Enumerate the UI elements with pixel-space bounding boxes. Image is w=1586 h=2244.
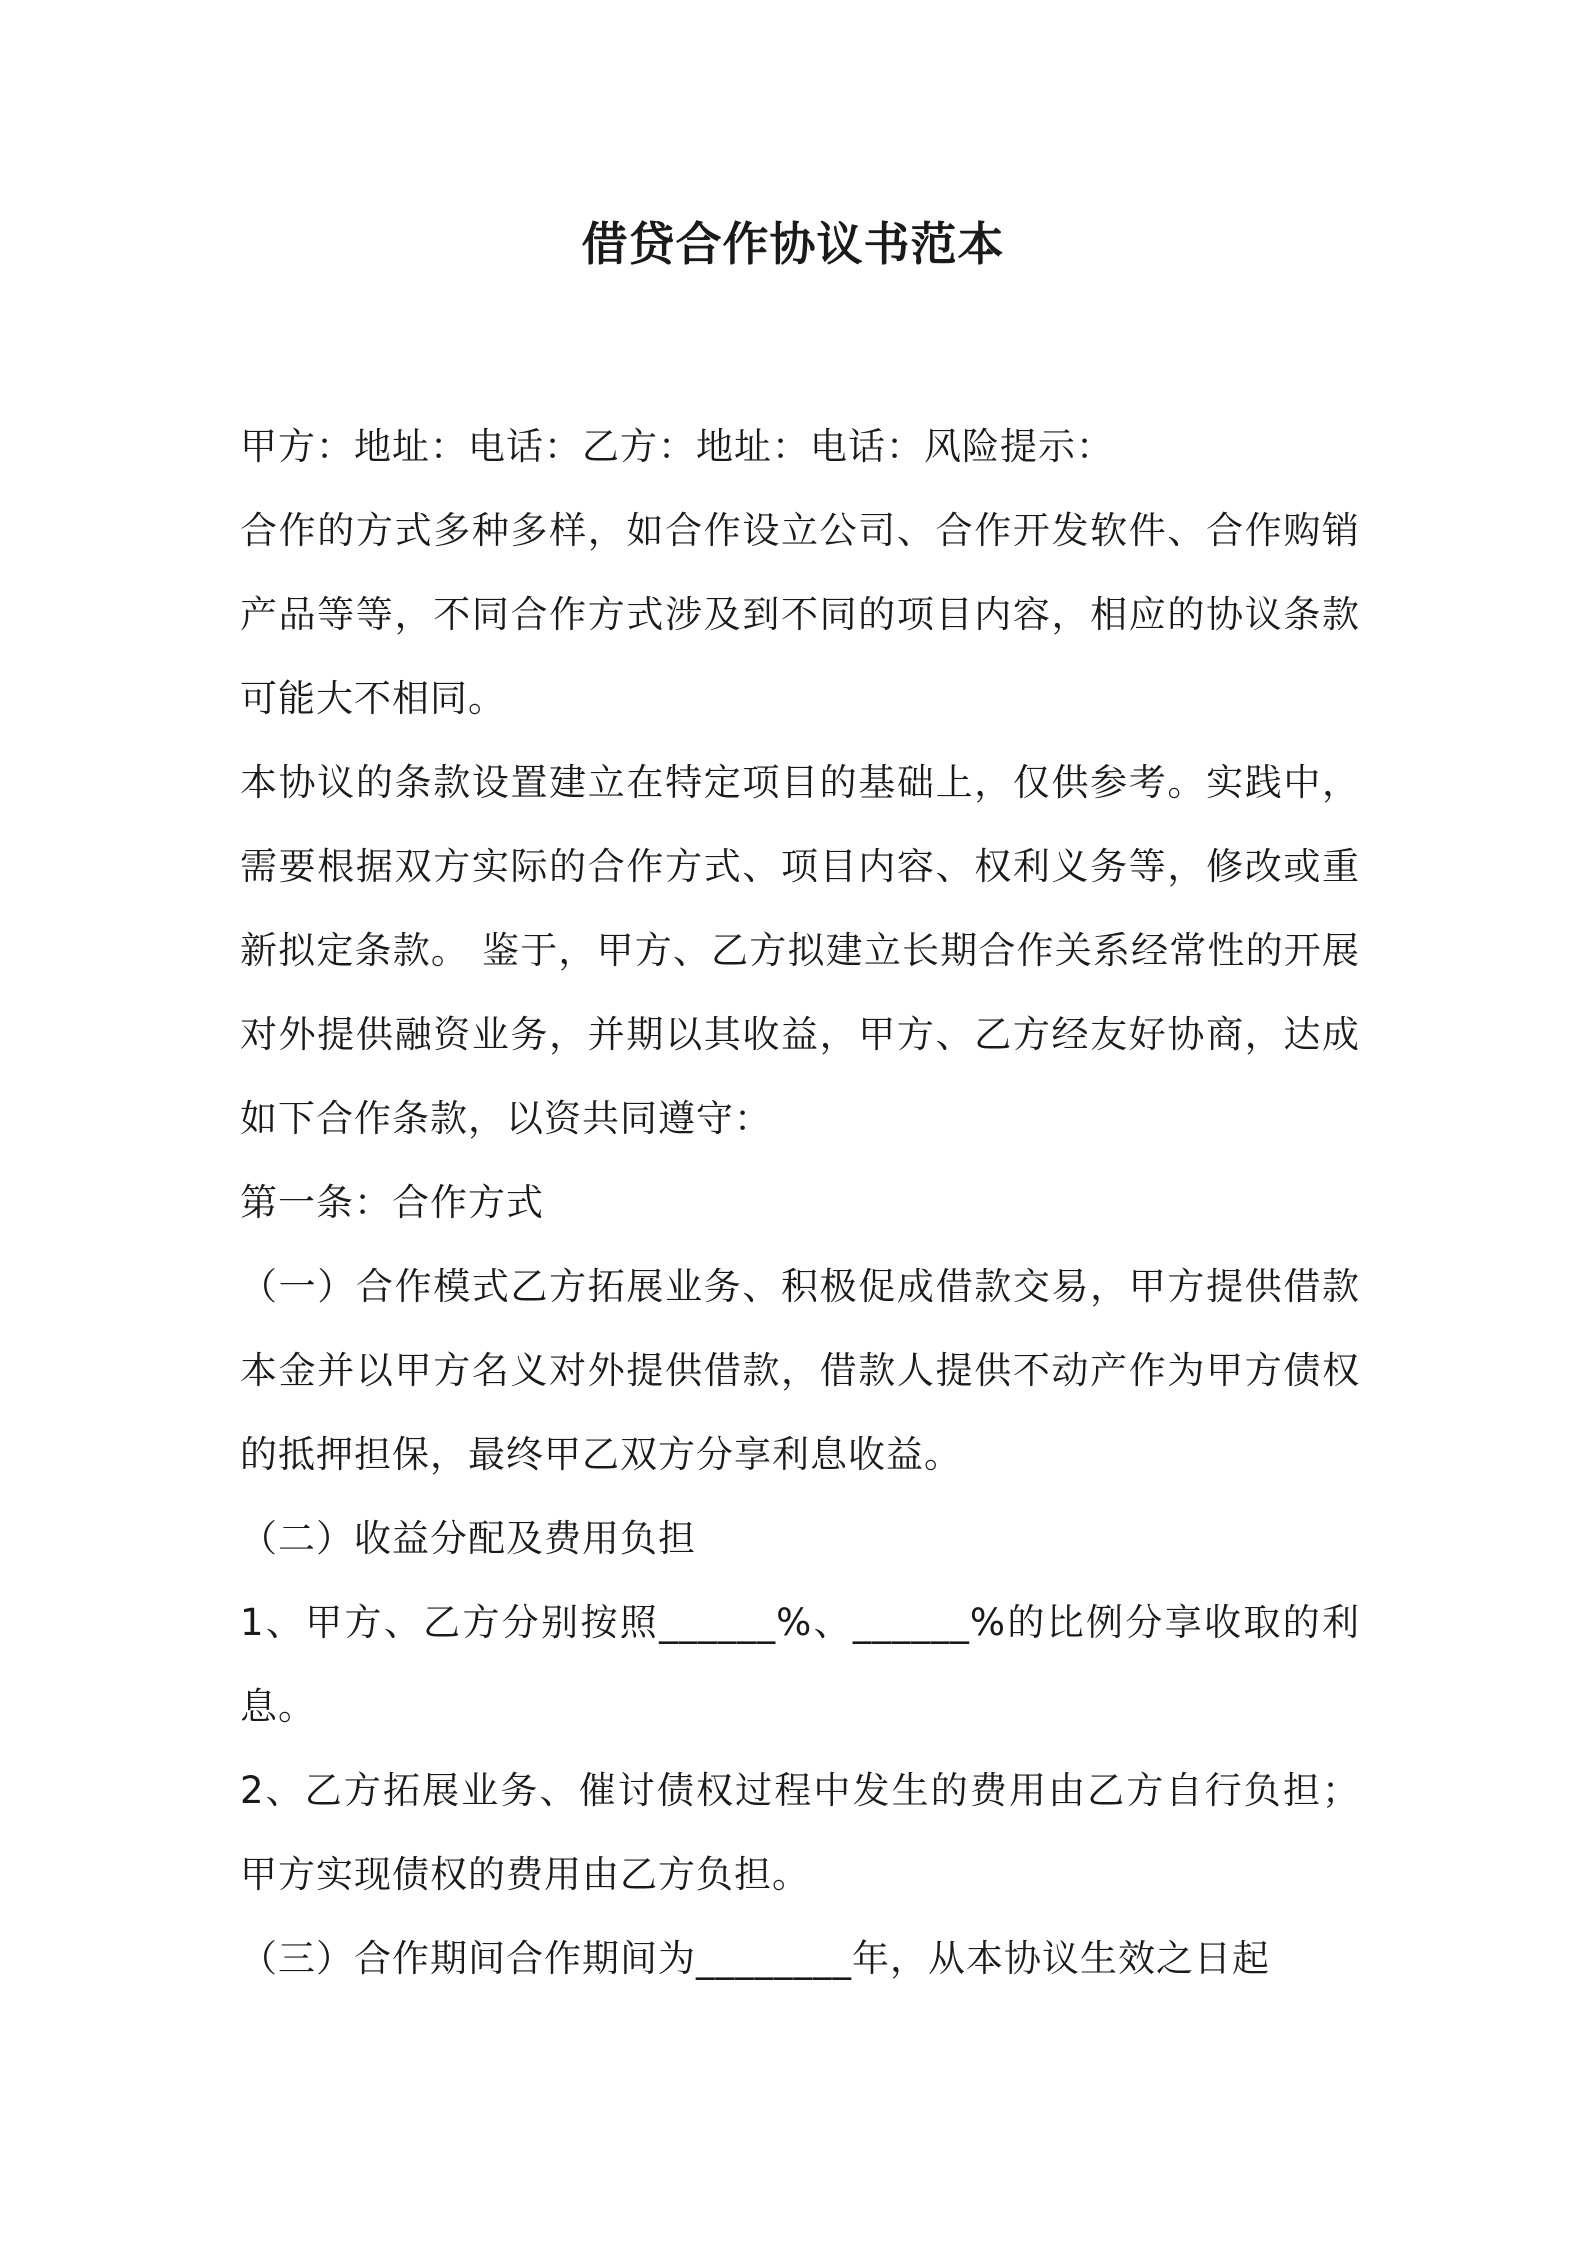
clause-1-2-item-1: 1、甲方、乙方分别按照______%、______%的比例分享收取的利息。	[240, 1601, 1360, 1728]
article-1-heading: 第一条：合作方式	[240, 1181, 544, 1224]
clause-1-3-paragraph: （三）合作期间合作期间为________年，从本协议生效之日起	[240, 1937, 1270, 1980]
clause-1-2-heading: （二）收益分配及费用负担	[240, 1517, 696, 1560]
risk-note-paragraph: 合作的方式多种多样，如合作设立公司、合作开发软件、合作购销产品等等，不同合作方式涉及到不同的项目内容，相应的协议条款可能大不相同。	[240, 509, 1360, 720]
parties-line: 甲方：地址：电话：乙方：地址：电话：风险提示：	[240, 425, 1114, 468]
document-title: 借贷合作协议书范本	[581, 217, 1005, 271]
clause-1-2-item-2: 2、乙方拓展业务、催讨债权过程中发生的费用由乙方自行负担；甲方实现债权的费用由乙方负担。	[240, 1769, 1360, 1896]
clause-1-1-paragraph: （一）合作模式乙方拓展业务、积极促成借款交易，甲方提供借款本金并以甲方名义对外提供借款，借款人提供不动产作为甲方债权的抵押担保，最终甲乙双方分享利息收益。	[240, 1265, 1360, 1476]
preamble-paragraph: 本协议的条款设置建立在特定项目的基础上，仅供参考。实践中，需要根据双方实际的合作方式、项目内容、权利义务等，修改或重新拟定条款。 鉴于，甲方、乙方拟建立长期合作关系经常性的开展对外提供融资业务，并期以其收益，甲方、乙方经友好协商，达成如下合作条款，以资共同遵守：	[240, 761, 1360, 1140]
document-body	[240, 405, 1360, 2001]
